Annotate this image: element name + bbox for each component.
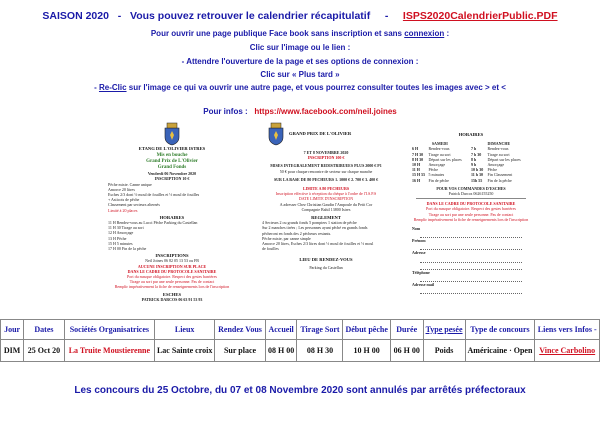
- form-line: [420, 287, 522, 294]
- schedule-cell: 11 H: [412, 167, 420, 173]
- doc1-esches2: PATRICK DARCOS 06 63 91 53 93: [141, 296, 203, 302]
- doc3-cmd: POUR VOS COMMANDES D'ESCHES: [436, 185, 506, 191]
- doc1-h4: 13 H Pêche: [108, 235, 127, 241]
- doc1-r2: DANS LE CADRE DU PROTOCOLE SANITAIRE: [127, 268, 217, 274]
- schedule-cell: Pêche: [428, 167, 439, 173]
- doc3-form: [412, 226, 530, 294]
- col-type-concours: Type de concours: [465, 320, 535, 340]
- doc2-g2: Sur 2 manches tirées ; Les personnes ayant pêché en grands fonds: [262, 225, 368, 231]
- cell-rendez-vous: Sur place: [215, 340, 265, 362]
- doc1-r4: Tirage au sort par une seule personne. Pas de contact: [129, 279, 215, 285]
- schedule-cell: 7 H 30: [412, 151, 424, 157]
- city-crest-icon: [162, 122, 182, 146]
- schedule-cell: 8 h: [470, 156, 477, 162]
- doc2-p1: 50 € pour chaque rencontre de secteur sur chaque manche: [279, 168, 373, 174]
- doc3-red4: Remplir impérativement la fiche de renseignements lors de l'inscription: [413, 216, 529, 222]
- doc2-date: 7 ET 8 NOVEMBRE 2020: [303, 150, 349, 155]
- schedule-cell: 11 h 30: [470, 172, 483, 178]
- cell-type-pesee: Poids: [423, 340, 465, 362]
- doc2-addr1: A adresser Chez Christian Gaudin l'Ampoule du Petit Cor: [279, 201, 373, 207]
- doc1-p4: + Asticots de pêche: [108, 197, 140, 203]
- schedule-cell: Départ sur les places: [428, 156, 462, 162]
- doc1-h6: 17 H 00 Fin de la pêche: [108, 246, 147, 252]
- doc2-limit3: DATE LIMITE D'INSCRIPTION: [298, 196, 354, 202]
- doc2-g3: pêcheront en fonds des 2 pécheurs restants.: [262, 230, 332, 236]
- doc1-h2: 11 H 30 Tirage au sort: [108, 225, 144, 231]
- doc2-red-a: MISES INTEGRALEMENT REDISTRIBUEES PLUS 2000 € P1: [270, 163, 382, 169]
- form-mail-label: Adresse mail: [412, 281, 435, 287]
- info-link-carbolino[interactable]: Vince Carbolino: [535, 340, 600, 362]
- doc2-limit: LIMITE A 80 PECHEURS: [302, 186, 350, 192]
- info-label: Pour infos :: [203, 107, 248, 116]
- later-instruction: Clic sur « Plus tard »: [260, 70, 340, 79]
- col-tirage: Tirage Sort: [297, 320, 343, 340]
- doc1-r5: Remplir impérativement la fiche de renseignements lors de l'inscription: [114, 284, 230, 290]
- form-nom-label: Nom: [412, 226, 421, 232]
- doc3-red3: Tirage au sort par une seule personne. Pas de contact: [428, 211, 514, 217]
- schedule-cell: 15 H 55: [412, 172, 426, 178]
- city-crest-icon: [266, 122, 286, 146]
- click-instruction: Clic sur l'image ou le lien :: [249, 43, 351, 52]
- cell-debut: 10 H 00: [343, 340, 390, 362]
- dash: -: [117, 10, 122, 22]
- calendar-pdf-link[interactable]: ISPS2020CalendrierPublic.PDF: [402, 10, 558, 22]
- cell-accueil: 08 H 00: [265, 340, 297, 362]
- doc1-green3: Grand Fonds: [157, 165, 187, 171]
- instr-colon: :: [444, 29, 450, 38]
- doc3-schedule: [412, 146, 530, 182]
- cell-societe: La Truite Moustierenne: [64, 340, 154, 362]
- schedule-cell: Fin Classement: [487, 172, 513, 178]
- doc3-red1: DANS LE CADRE DU PROTOCOLE SANITAIRE: [426, 201, 516, 207]
- schedule-cell: 15h 55: [470, 177, 483, 183]
- doc2-p2: SUR LA BASE DE 80 PECHEURS 1. 1000 € 2. 700 € 3. 400 €: [273, 176, 379, 182]
- schedule-cell: Tirage au sort: [487, 151, 510, 157]
- form-adresse-label: Adresse: [412, 250, 426, 256]
- doc3-red2: Port du masque obligatoire. Respect des gestes barrières: [426, 206, 516, 212]
- doc2-rdv2: Parking du Castellan: [309, 264, 343, 270]
- doc1-p3: Esches 2/3 dont ½ moul de fouilles et ½ moul de fouilles: [108, 192, 200, 198]
- doc1-r3: Port du masque obligatoire. Respect des gestes barrières: [127, 274, 217, 280]
- col-debut-peche: Début pêche: [343, 320, 390, 340]
- doc1-p6: Limité à 20 places: [108, 207, 138, 213]
- form-line: [420, 263, 522, 270]
- col-societes: Sociétés Organisatrices: [64, 320, 154, 340]
- instr-text: Pour ouvrir une page publique Face book sans inscription et sans: [150, 29, 405, 38]
- schedule-cell: 10 H: [412, 162, 421, 168]
- facebook-link[interactable]: https://www.facebook.com/neil.joines: [254, 107, 397, 116]
- cell-tirage: 08 H 30: [297, 340, 343, 362]
- schedule-cell: 7 h 30: [470, 151, 482, 157]
- season-label: SAISON 2020: [42, 10, 109, 22]
- cell-lieu: Lac Sainte croix: [154, 340, 214, 362]
- schedule-cell: Départ sur les places: [487, 156, 521, 162]
- col-jour: Jour: [1, 320, 24, 340]
- col-rendez-vous: Rendez Vous: [215, 320, 265, 340]
- season-line: [0, 10, 600, 22]
- schedule-cell: Fin de la pêche: [487, 177, 512, 183]
- doc2-g5: Amorce 20 litres, Esches 2/3 litres dont ½ moul de fouilles et ½ moul: [262, 241, 374, 247]
- schedule-cell: 16 H: [412, 177, 421, 183]
- season-subtitle: Vous pouvez retrouver le calendrier récapitulatif: [130, 10, 371, 22]
- reclick-instruction: [0, 83, 600, 92]
- doc3-title: HORAIRES: [458, 132, 484, 137]
- form-line: [420, 256, 522, 263]
- doc2-g6: de fouilles: [262, 246, 279, 252]
- schedule-cell: Rendez-vous: [428, 146, 450, 152]
- form-line: [420, 231, 522, 238]
- flyer-horaires[interactable]: [412, 122, 530, 318]
- doc3-samedi: SAMEDI: [431, 141, 448, 147]
- facebook-instructions: [0, 29, 600, 38]
- schedule-cell: Tirage au sort: [428, 151, 451, 157]
- schedule-cell: Fin de pêche: [428, 177, 449, 183]
- flyer-grand-prix[interactable]: [262, 122, 390, 318]
- col-liens: Liens vers Infos -: [535, 320, 600, 340]
- col-duree: Durée: [390, 320, 423, 340]
- reclick-label: Re-Clic: [98, 83, 127, 92]
- competition-table: [0, 319, 600, 362]
- schedule-cell: 8 H 30: [412, 156, 424, 162]
- instr-underlined: connexion: [404, 29, 445, 38]
- doc1-horaires: HORAIRES: [159, 214, 185, 220]
- reclick-dash: -: [94, 83, 99, 92]
- schedule-cell: Amorçage: [487, 162, 505, 168]
- form-tel-label: Téléphone: [412, 269, 430, 275]
- doc1-p1: Pêche mixte. Canne unique: [108, 181, 152, 187]
- form-line: [420, 243, 522, 250]
- doc2-reglement: REGLEMENT: [311, 215, 341, 221]
- doc1-p5: Classement par secteurs alternés: [108, 202, 160, 208]
- flyer-etang-olivier[interactable]: [108, 122, 236, 318]
- wait-instruction: - Attendre l'ouverture de la page et ses options de connexion :: [181, 57, 419, 66]
- schedule-cell: 7 h: [470, 146, 477, 152]
- doc2-limit2: Inscription effective à réception du chèque à l'ordre de l'I.S.P.S: [275, 191, 377, 197]
- schedule-cell: Rendez-vous: [487, 146, 509, 152]
- doc2-title: GRAND PRIX DE L'OLIVIER: [289, 131, 352, 137]
- doc1-h5: 15 H 5 minutes: [108, 240, 133, 246]
- table-row: [1, 340, 600, 362]
- doc1-esches: ESCHES: [162, 291, 182, 297]
- doc1-title: ETANG DE L'OLIVIER ISTRES: [138, 146, 206, 151]
- table-header-row: [1, 320, 600, 340]
- col-accueil: Accueil: [265, 320, 297, 340]
- col-dates: Dates: [24, 320, 65, 340]
- doc2-g1: 4 Secteurs 2 ou grands fonds 5 pompiers 1 station de pêche: [262, 220, 357, 226]
- schedule-cell: Pêche: [487, 167, 498, 173]
- cell-type-concours: Américaine · Open: [465, 340, 535, 362]
- divider: [416, 198, 526, 199]
- schedule-cell: 5 minutes: [428, 172, 445, 178]
- form-line: [420, 275, 522, 282]
- doc1-inscription: INSCRIPTION 10 €: [154, 176, 190, 182]
- doc2-insc: INSCRIPTION 100 €: [307, 155, 345, 161]
- doc1-p2: Amorce 20 litres: [108, 186, 135, 192]
- schedule-cell: 6 H: [412, 146, 419, 152]
- doc2-g4: Pêche mixte, par canne simple: [262, 235, 311, 241]
- form-prenom-label: Prénom: [412, 238, 426, 244]
- doc1-r1: AUCUNE INSCRIPTION SUR PLACE: [137, 263, 207, 269]
- doc2-rdv: LIEU DE RENDEZ-VOUS: [299, 257, 353, 263]
- schedule-cell: 9 h: [470, 162, 477, 168]
- doc1-h1: 11 H Rendez-vous au Lucci Pêche Parking du Castellan: [108, 220, 198, 226]
- doc3-cmd2: Patrick Darcos 0626155250: [448, 191, 494, 197]
- list-item: [412, 178, 530, 183]
- col-type-pesee: Type pesée: [423, 320, 465, 340]
- dash: -: [384, 10, 389, 22]
- doc1-date: Vendredi 06 Novembre 2020: [147, 171, 197, 177]
- doc1-green1: Mis en bouche: [156, 153, 188, 159]
- reclick-text: sur l'image ce qui va ouvrir une autre page, et vous pourrez consulter toutes les images avec > et <: [126, 83, 506, 92]
- cell-jour: DIM: [1, 340, 24, 362]
- cell-duree: 06 H 00: [390, 340, 423, 362]
- doc1-insc3: Neil Joines 06 82 05 13 53 ou FB: [145, 258, 199, 264]
- schedule-cell: Amorçage: [428, 162, 446, 168]
- doc1-green2: Grand Prix de L'Olivier: [146, 159, 198, 165]
- doc1-insc: INSCRIPTIONS: [155, 253, 189, 259]
- cell-dates: 25 Oct 20: [24, 340, 65, 362]
- doc3-dimanche: DIMANCHE: [487, 141, 511, 147]
- cancellation-notice: Les concours du 25 Octobre, du 07 et 08 Novembre 2020 sont annulés par arrêtés préfectoraux: [74, 385, 526, 396]
- info-line: [0, 107, 600, 116]
- col-lieux: Lieux: [154, 320, 214, 340]
- schedule-cell: 10 h 30: [470, 167, 484, 173]
- doc2-addr2: Compagnie Bahil 13800 Istres: [301, 206, 351, 212]
- doc1-h3: 12 H Amorçage: [108, 230, 134, 236]
